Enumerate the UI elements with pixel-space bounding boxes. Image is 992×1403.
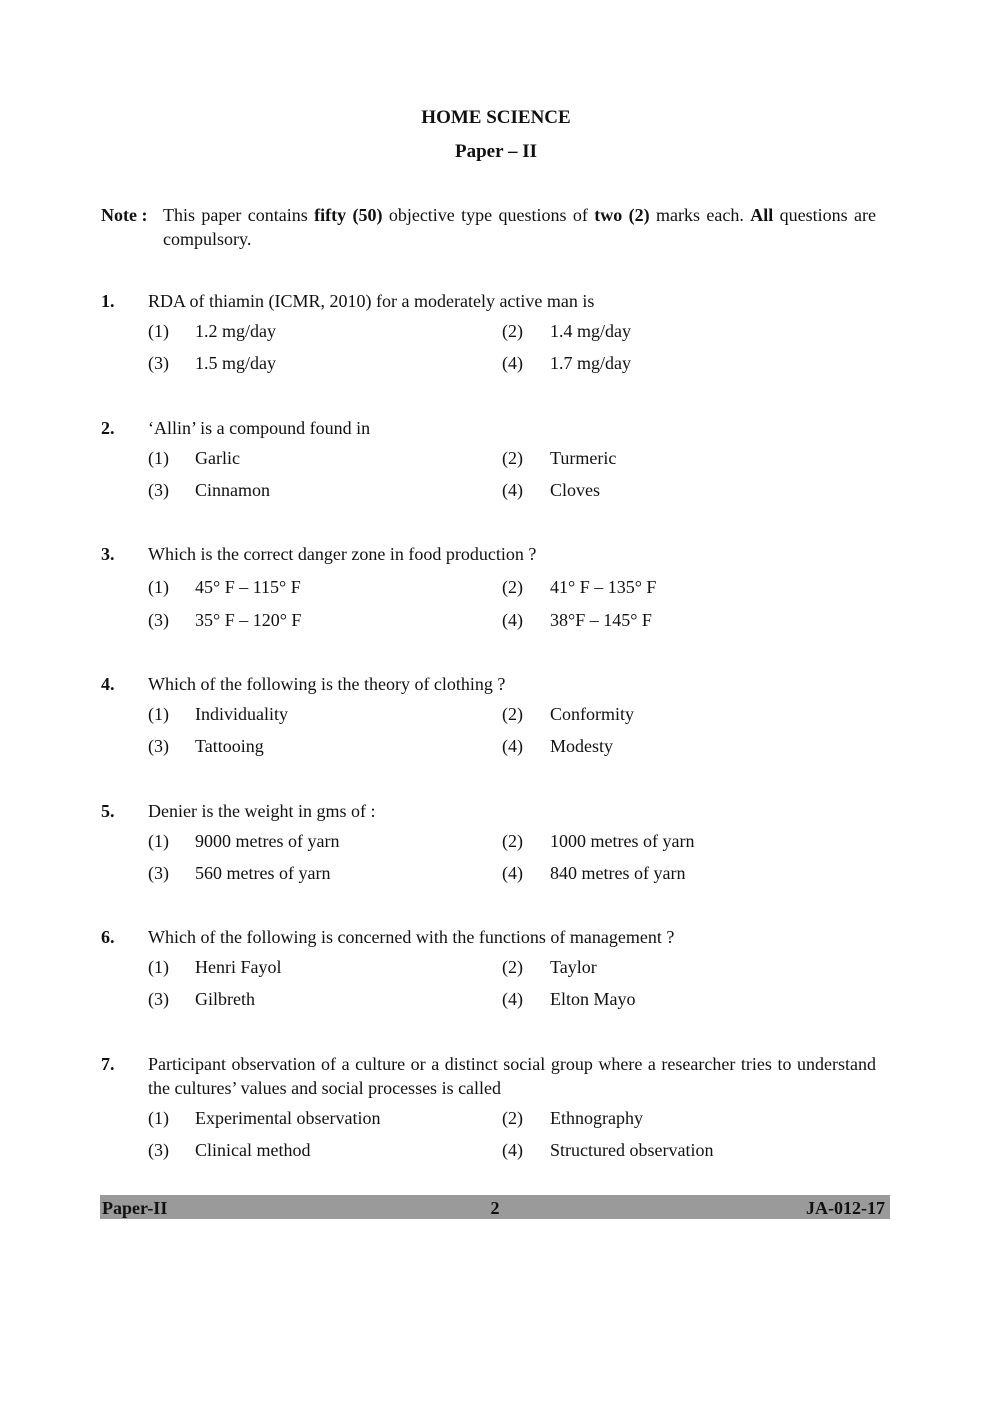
note-text: This paper contains fifty (50) objective type questions of two (2) marks each. All questions are compulsory.	[163, 205, 876, 249]
option-text: Clinical method	[195, 1140, 311, 1160]
note-label: Note :	[101, 205, 148, 225]
option-number: (4)	[502, 1140, 523, 1160]
option-text: Structured observation	[550, 1140, 714, 1160]
question-number: 7.	[101, 1054, 115, 1074]
question-2	[101, 416, 876, 504]
option-number: (2)	[502, 957, 523, 977]
option-number: (4)	[502, 353, 523, 373]
question-number: 1.	[101, 291, 115, 311]
option-text: Gilbreth	[195, 989, 255, 1009]
question-text: Which of the following is the theory of clothing ?	[148, 674, 506, 694]
option-text: 45° F – 115° F	[195, 577, 301, 597]
option-number: (1)	[148, 831, 169, 851]
option-number: (3)	[148, 1140, 169, 1160]
option-text: 1.7 mg/day	[550, 353, 631, 373]
option-number: (3)	[148, 863, 169, 883]
option-text: Conformity	[550, 704, 634, 724]
option-number: (1)	[148, 577, 169, 597]
option-number: (2)	[502, 831, 523, 851]
option-number: (1)	[148, 448, 169, 468]
paper-title: Paper – II	[455, 141, 537, 162]
option-text: Henri Fayol	[195, 957, 282, 977]
question-7	[101, 1052, 876, 1164]
option-text: Taylor	[550, 957, 597, 977]
option-text: Cinnamon	[195, 480, 270, 500]
page-number: 2	[490, 1198, 500, 1218]
option-text: 840 metres of yarn	[550, 863, 686, 883]
option-text: 35° F – 120° F	[195, 610, 302, 630]
question-text: Which of the following is concerned with the functions of management ?	[148, 927, 675, 947]
option-text: 560 metres of yarn	[195, 863, 331, 883]
option-text: Turmeric	[550, 448, 617, 468]
question-text: ‘Allin’ is a compound found in	[148, 418, 371, 438]
question-text: RDA of thiamin (ICMR, 2010) for a moderately active man is	[148, 291, 595, 311]
question-text: Which is the correct danger zone in food production ?	[148, 544, 537, 564]
option-number: (4)	[502, 863, 523, 883]
option-number: (4)	[502, 989, 523, 1009]
option-number: (2)	[502, 1108, 523, 1128]
question-number: 3.	[101, 544, 115, 564]
option-text: 1000 metres of yarn	[550, 831, 695, 851]
footer-code: JA-012-17	[806, 1198, 885, 1218]
option-text: 9000 metres of yarn	[195, 831, 340, 851]
question-6	[101, 925, 876, 1013]
option-text: 1.5 mg/day	[195, 353, 276, 373]
option-number: (3)	[148, 610, 169, 630]
page-footer	[100, 1195, 890, 1219]
option-number: (1)	[148, 1108, 169, 1128]
option-number: (1)	[148, 957, 169, 977]
option-number: (2)	[502, 448, 523, 468]
option-number: (1)	[148, 321, 169, 341]
option-number: (3)	[148, 480, 169, 500]
option-number: (4)	[502, 480, 523, 500]
option-text: 41° F – 135° F	[550, 577, 657, 597]
option-text: 1.2 mg/day	[195, 321, 276, 341]
question-3	[101, 542, 876, 633]
question-number: 2.	[101, 418, 115, 438]
option-number: (3)	[148, 989, 169, 1009]
option-text: Tattooing	[195, 736, 264, 756]
option-number: (2)	[502, 321, 523, 341]
option-number: (3)	[148, 353, 169, 373]
question-5	[101, 799, 876, 887]
option-text: Elton Mayo	[550, 989, 636, 1009]
question-text: Participant observation of a culture or a distinct social group where a researcher tries to understand the cultures’ values and social processes is called	[148, 1054, 876, 1098]
option-text: Individuality	[195, 704, 288, 724]
question-number: 4.	[101, 674, 115, 694]
option-text: Experimental observation	[195, 1108, 381, 1128]
subject-title: HOME SCIENCE	[421, 107, 571, 128]
question-number: 5.	[101, 801, 115, 821]
option-text: Garlic	[195, 448, 240, 468]
instructions-note	[101, 203, 876, 251]
option-number: (3)	[148, 736, 169, 756]
footer-paper-label: Paper-II	[102, 1198, 168, 1218]
option-text: 1.4 mg/day	[550, 321, 631, 341]
question-4	[101, 672, 876, 760]
option-text: Ethnography	[550, 1108, 643, 1128]
option-text: Cloves	[550, 480, 601, 500]
option-number: (1)	[148, 704, 169, 724]
option-number: (2)	[502, 577, 523, 597]
question-1	[101, 289, 876, 377]
option-text: Modesty	[550, 736, 613, 756]
option-number: (4)	[502, 610, 523, 630]
option-number: (2)	[502, 704, 523, 724]
question-number: 6.	[101, 927, 115, 947]
option-number: (4)	[502, 736, 523, 756]
option-text: 38°F – 145° F	[550, 610, 652, 630]
question-text: Denier is the weight in gms of :	[148, 801, 376, 821]
